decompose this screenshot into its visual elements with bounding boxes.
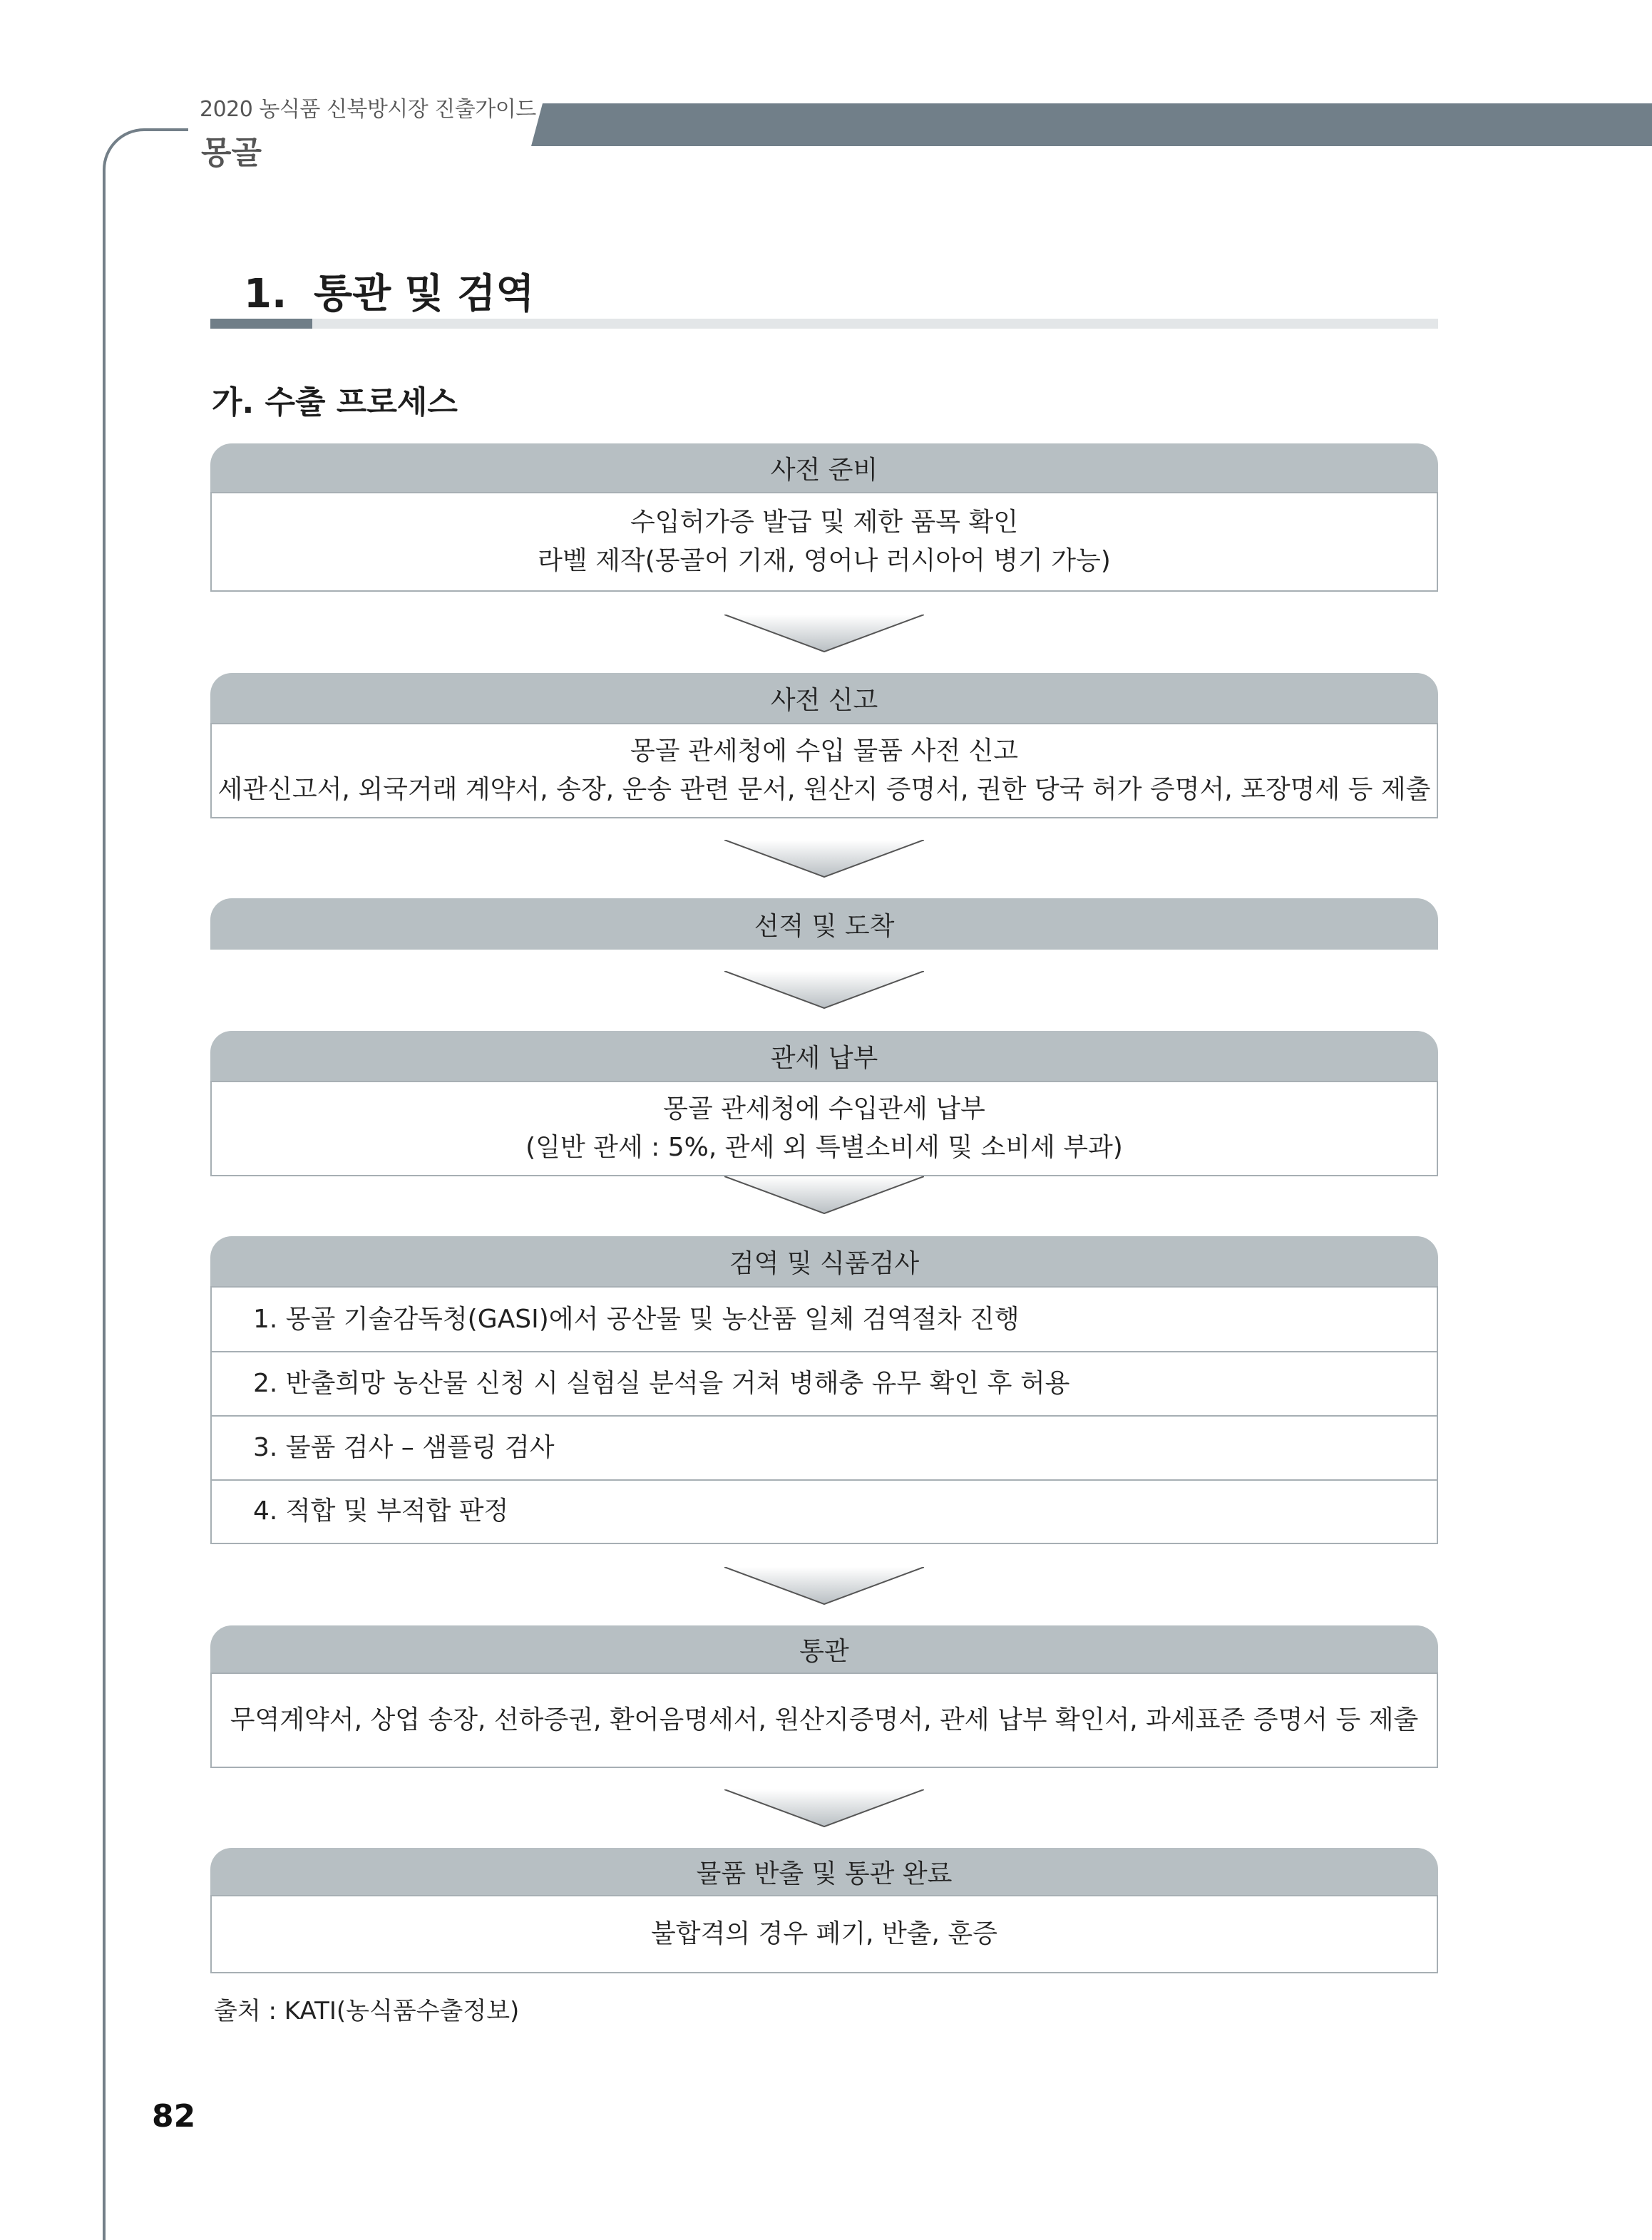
step-2-title: 사전 신고 (210, 673, 1438, 723)
page-number: 82 (152, 2098, 196, 2134)
step-2-body (210, 723, 1438, 818)
step-6-body (210, 1673, 1438, 1768)
guide-title: 2020 농식품 신북방시장 진출가이드 (200, 97, 536, 122)
step-2-line-2: 세관신고서, 외국거래 계약서, 송장, 운송 관련 문서, 원산지 증명서, 권한 당국 허가 증명서, 포장명세 등 제출 (217, 775, 1431, 804)
step-1-line-2: 라벨 제작(몽골어 기재, 영어나 러시아어 병기 가능) (538, 546, 1111, 575)
step-4-line-1: 몽골 관세청에 수입관세 납부 (663, 1094, 985, 1124)
section-underline-accent (210, 319, 312, 329)
step-5-item-3: 3. 물품 검사 – 샘플링 검사 (253, 1433, 555, 1462)
step-6-title: 통관 (210, 1625, 1438, 1673)
step-5-item-1: 1. 몽골 기술감독청(GASI)에서 공산물 및 농산품 일체 검역절차 진행 (253, 1305, 1020, 1334)
subsection-title: 가. 수출 프로세스 (212, 384, 458, 421)
section-title-text: 통관 및 검역 (314, 271, 535, 317)
step-1-title: 사전 준비 (210, 443, 1438, 492)
country-title: 몽골 (201, 135, 262, 171)
step-5-item-2: 2. 반출희망 농산물 신청 시 실험실 분석을 거쳐 병해충 유무 확인 후 허용 (253, 1369, 1070, 1398)
step-4-title: 관세 납부 (210, 1031, 1438, 1081)
header-bar (531, 103, 1652, 146)
step-7-line-1: 불합격의 경우 폐기, 반출, 훈증 (651, 1919, 997, 1948)
step-1-line-1: 수입허가증 발급 및 제한 품목 확인 (630, 508, 1019, 537)
step-2-line-1: 몽골 관세청에 수입 물품 사전 신고 (630, 736, 1019, 766)
step-6-line-1: 무역계약서, 상업 송장, 선하증권, 환어음명세서, 원산지증명서, 관세 납부 확인서, 과세표준 증명서 등 제출 (230, 1705, 1419, 1735)
section-underline (210, 319, 1438, 329)
step-7-title: 물품 반출 및 통관 완료 (210, 1848, 1438, 1895)
flow-arrow-down-icon (724, 615, 924, 654)
step-4-line-2: (일반 관세 : 5%, 관세 외 특별소비세 및 소비세 부과) (525, 1133, 1123, 1162)
step-1-body (210, 492, 1438, 592)
flow-arrow-down-icon (724, 1176, 924, 1216)
page-margin-line (103, 128, 188, 2240)
step-5-item-4: 4. 적합 및 부적합 판정 (253, 1496, 509, 1526)
source-note: 출처 : KATI(농식품수출정보) (214, 1997, 520, 2025)
step-5-title: 검역 및 식품검사 (210, 1236, 1438, 1286)
section-title (244, 262, 534, 319)
step-3-title: 선적 및 도착 (210, 898, 1438, 950)
flow-arrow-down-icon (724, 1567, 924, 1607)
section-number: 1. (244, 271, 287, 317)
step-4-body (210, 1081, 1438, 1176)
flow-arrow-down-icon (724, 840, 924, 880)
flow-arrow-down-icon (724, 971, 924, 1011)
step-5-body (210, 1286, 1438, 1544)
flow-arrow-down-icon (724, 1789, 924, 1829)
step-7-body (210, 1895, 1438, 1973)
